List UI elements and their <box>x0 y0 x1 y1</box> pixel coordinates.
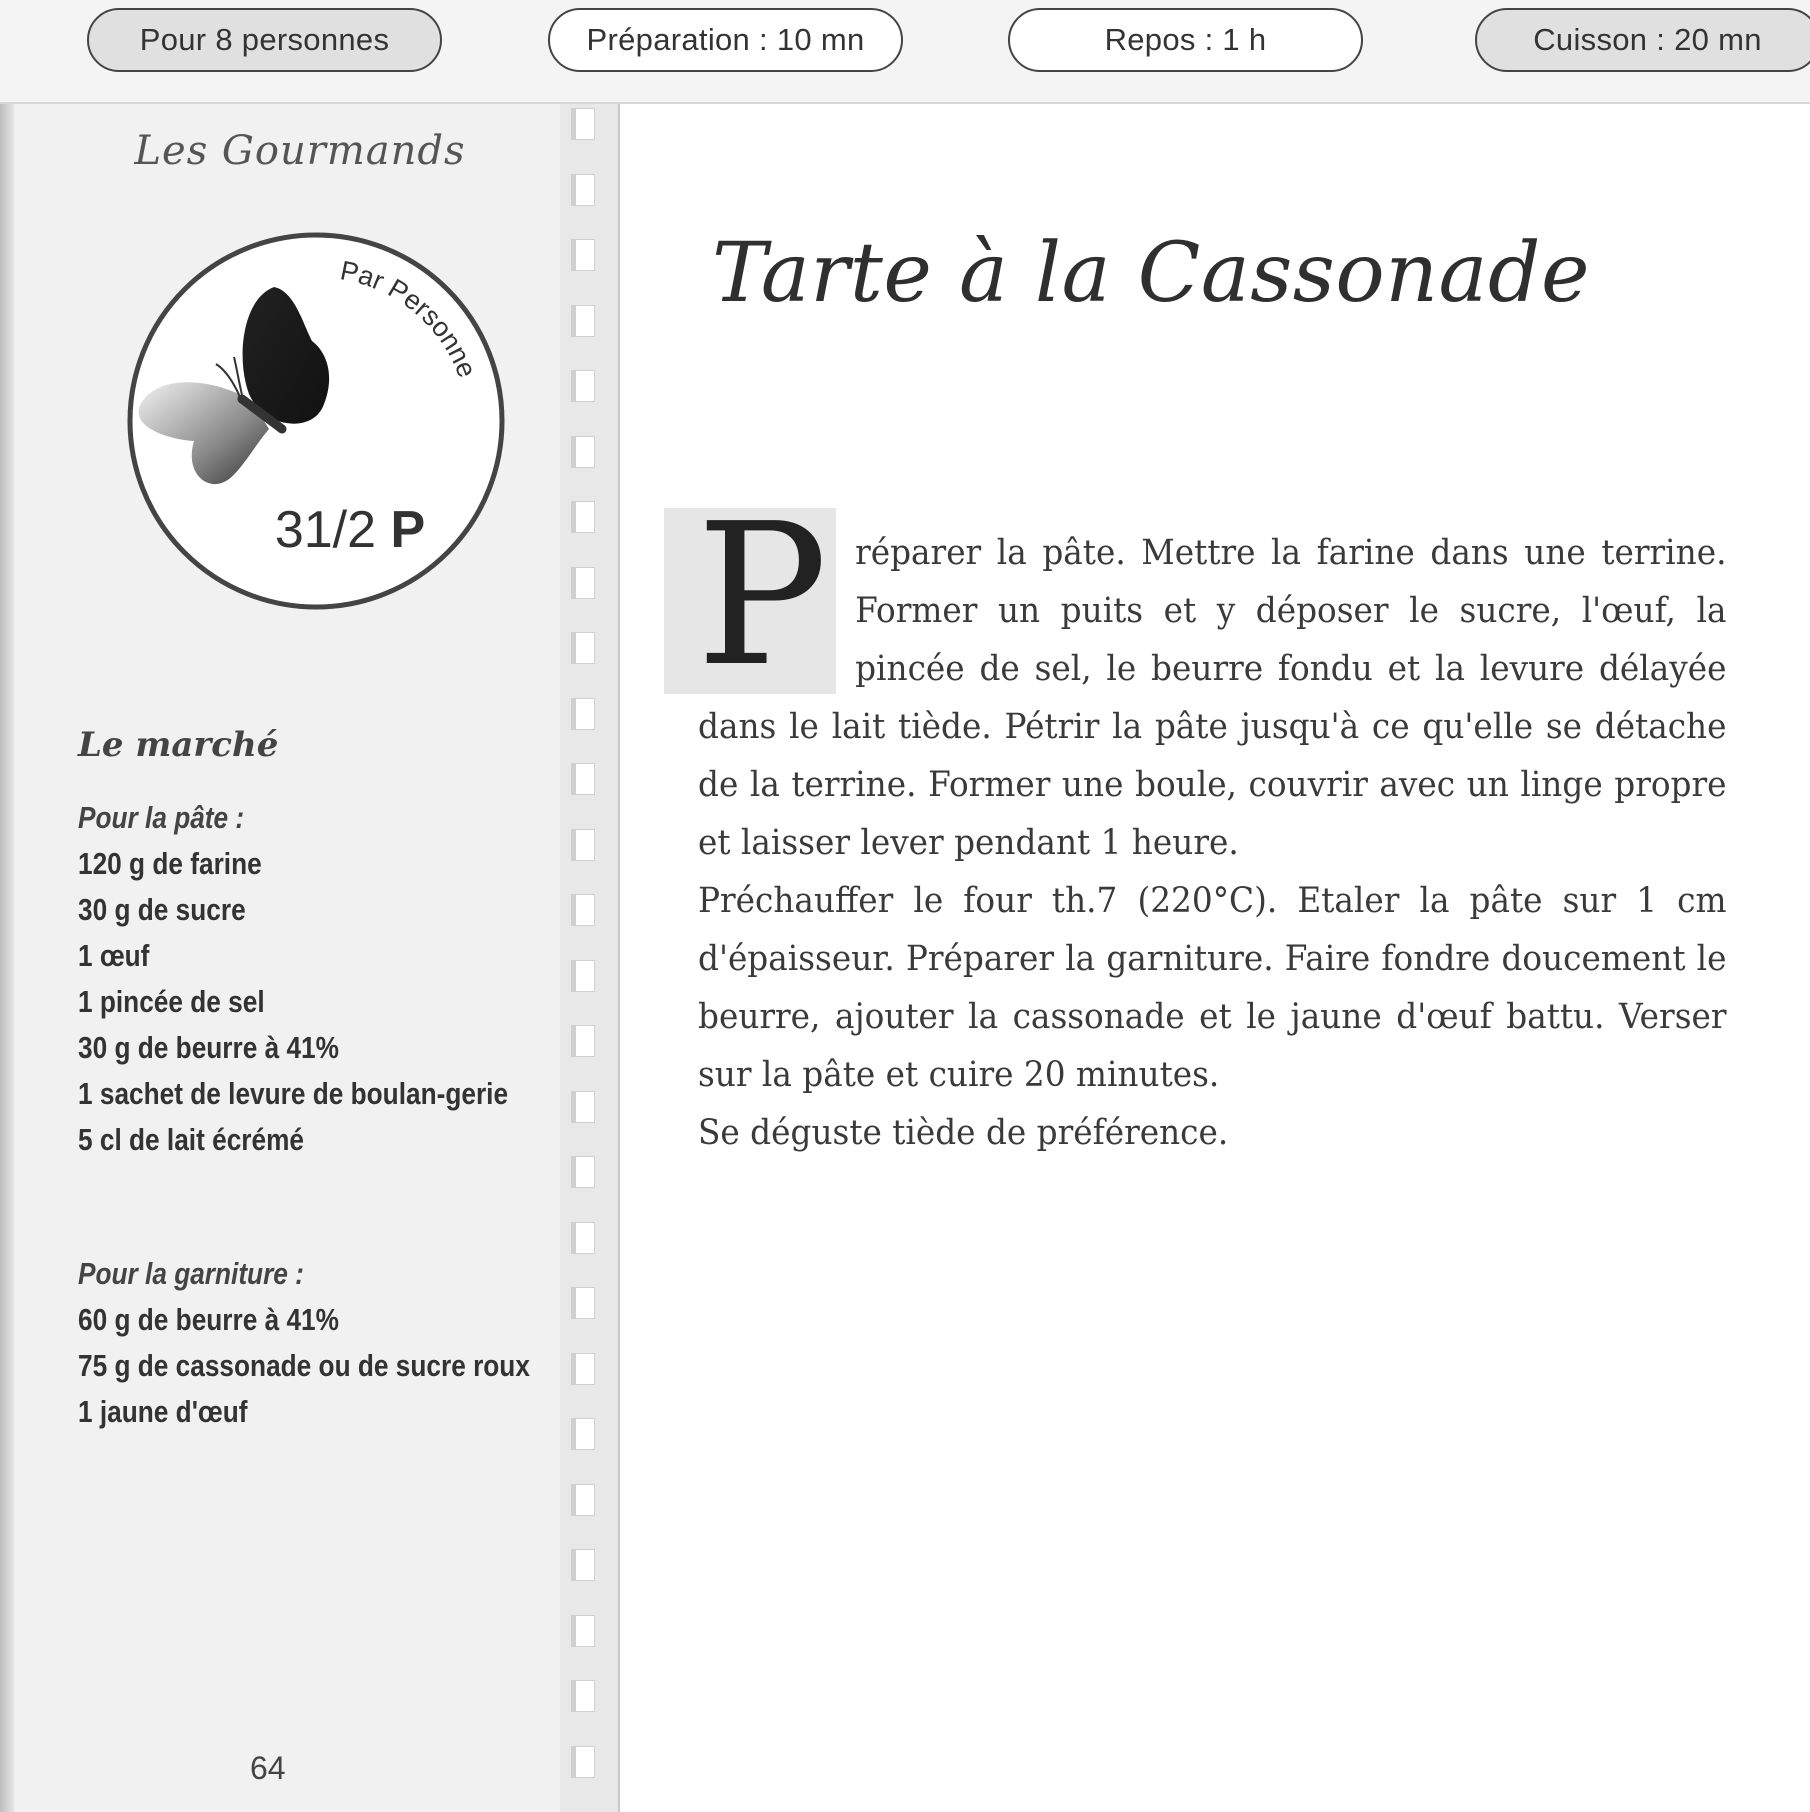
binding-hole <box>571 960 595 992</box>
binding-hole <box>571 370 595 402</box>
ingredient-item: 5 cl de lait écrémé <box>78 1123 305 1157</box>
ingredient-item: 30 g de beurre à 41% <box>78 1031 339 1065</box>
ingredient-item: 30 g de sucre <box>78 893 246 927</box>
ingredient-item: 120 g de farine <box>78 847 262 881</box>
binding-hole <box>571 501 595 533</box>
binding-hole <box>571 174 595 206</box>
binding-hole <box>571 108 595 140</box>
market-title: Le marché <box>78 725 279 765</box>
recipe-title: Tarte à la Cassonade <box>712 226 1590 321</box>
binding-hole <box>571 894 595 926</box>
servings-pill: Pour 8 personnes <box>87 8 442 72</box>
rest-pill: Repos : 1 h <box>1008 8 1363 72</box>
ingredient-item: 1 jaune d'œuf <box>78 1395 248 1429</box>
ingredient-item: 1 sachet de levure de boulan-gerie <box>78 1077 509 1111</box>
binding-hole <box>571 829 595 861</box>
points-value: 31/2 P <box>274 501 426 559</box>
garniture-ingredients <box>78 1251 530 1435</box>
preparation-pill: Préparation : 10 mn <box>548 8 903 72</box>
binding-hole <box>571 1353 595 1385</box>
binding-hole <box>571 567 595 599</box>
binding-hole <box>571 1418 595 1450</box>
recipe-instructions <box>698 524 1727 1162</box>
ingredient-item: 1 pincée de sel <box>78 985 265 1019</box>
binding-hole <box>571 1549 595 1581</box>
binding-hole <box>571 305 595 337</box>
pate-ingredients <box>78 795 509 1163</box>
page-edge <box>0 0 14 1812</box>
drop-cap-letter: P <box>696 482 828 710</box>
paragraph-3: Se déguste tiède de préférence. <box>698 1113 1229 1153</box>
pate-title: Pour la pâte : <box>78 801 245 835</box>
binding-hole <box>571 632 595 664</box>
binding-hole <box>571 1287 595 1319</box>
binding-hole <box>571 239 595 271</box>
collection-name: Les Gourmands <box>134 128 466 174</box>
binding-hole <box>571 1222 595 1254</box>
ingredient-item: 60 g de beurre à 41% <box>78 1303 339 1337</box>
page-number: 64 <box>250 1750 286 1786</box>
ingredient-item: 1 œuf <box>78 939 150 973</box>
binding-hole <box>571 698 595 730</box>
binding-hole <box>571 1746 595 1778</box>
cooking-pill: Cuisson : 20 mn <box>1475 8 1810 72</box>
info-bar <box>0 0 1810 104</box>
garniture-title: Pour la garniture : <box>78 1257 304 1291</box>
binding-hole <box>571 1484 595 1516</box>
binding-hole <box>571 1156 595 1188</box>
binding-hole <box>571 1091 595 1123</box>
binding-hole <box>571 1680 595 1712</box>
binding-hole <box>571 436 595 468</box>
binding-hole <box>571 1025 595 1057</box>
ingredient-item: 75 g de cassonade ou de sucre roux <box>78 1349 530 1383</box>
binding-hole <box>571 763 595 795</box>
svg-text:Par Personne: Par Personne <box>337 255 483 382</box>
binding-hole <box>571 1615 595 1647</box>
paragraph-2: Préchauffer le four th.7 (220°C). Etaler la pâte sur 1 cm d'épaisseur. Préparer la garniture. Faire fondre doucement le beurre, ajouter la cassonade et le jaune d'œuf battu. Verser sur la pâte et cuire 20 minutes. <box>698 881 1727 1095</box>
paragraph-1: réparer la pâte. Mettre la farine dans une terrine. Former un puits et y déposer le sucre, l'œuf, la pincée de sel, le beurre fondu et la levure délayée dans le lait tiède. Pétrir la pâte jusqu'à ce qu'elle se détache de la terrine. Former une boule, couvrir avec un linge propre et laisser lever pendant 1 heure. <box>698 533 1727 863</box>
